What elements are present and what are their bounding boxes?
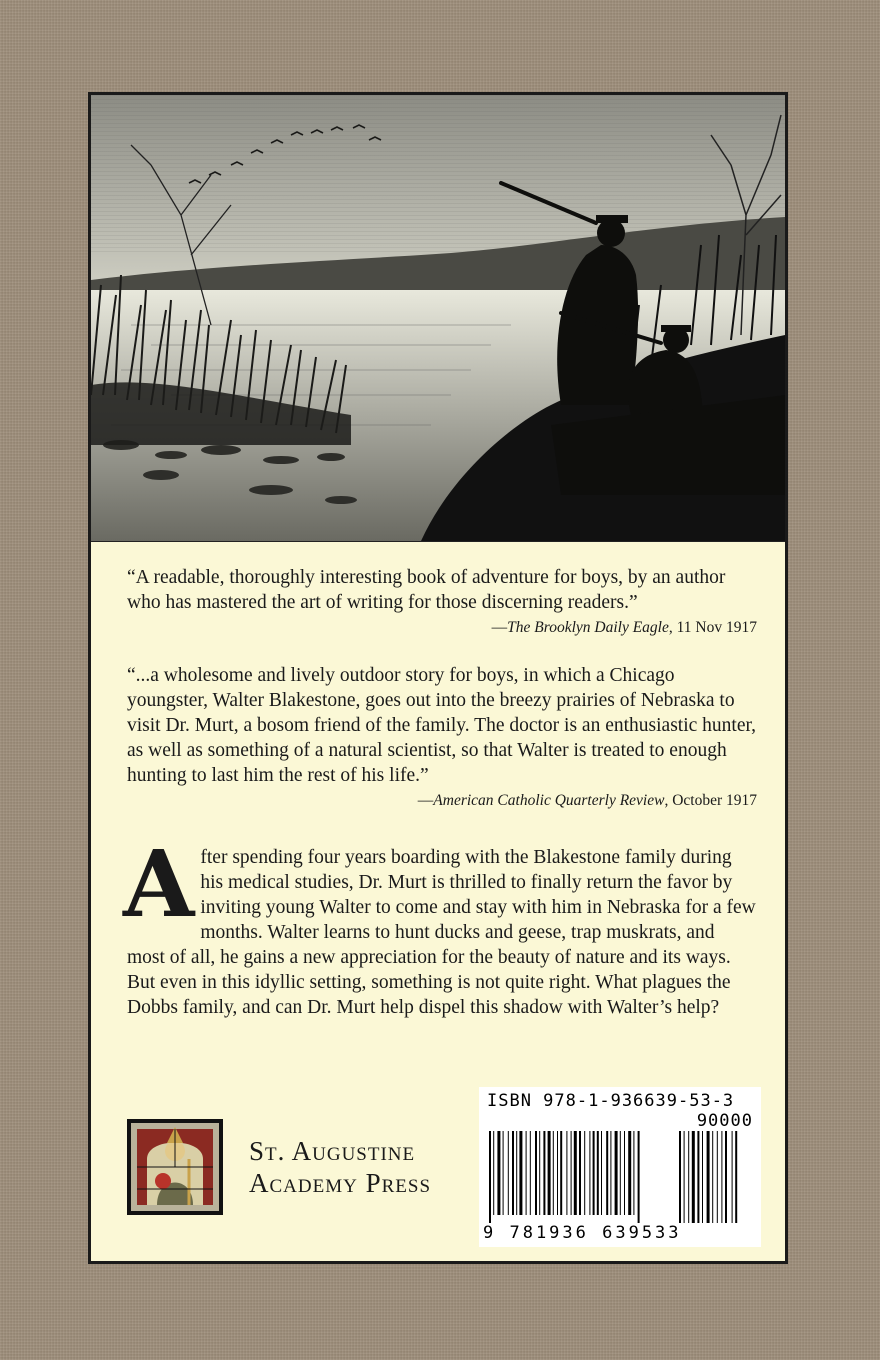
duck-hunting-engraving <box>91 95 785 542</box>
book-description <box>123 830 757 1020</box>
attribution-source: The Brooklyn Daily Eagle <box>507 619 669 636</box>
drop-cap: A <box>123 830 195 938</box>
quote-text: “A readable, thoroughly interesting book of adventure for boys, by an author who has mastered the art of writing for those discerning readers.” <box>127 567 726 613</box>
isbn-barcode <box>479 1087 761 1247</box>
attribution-dash: — <box>417 792 434 809</box>
back-cover-panel <box>88 92 788 1264</box>
publisher-line-2: Academy Press <box>249 1168 432 1198</box>
price-code: 90000 <box>696 1111 753 1131</box>
attribution-source: American Catholic Quarterly Review <box>433 792 665 809</box>
review-quote-1 <box>127 565 757 639</box>
barcode-bars <box>487 1131 753 1223</box>
isbn-number: ISBN 978-1-936639-53-3 <box>487 1091 735 1111</box>
stained-glass-saint-logo <box>127 1119 223 1215</box>
quote-attribution <box>127 790 757 812</box>
review-quote-2 <box>127 663 757 812</box>
attribution-dash: — <box>491 619 508 636</box>
ean-digits: 9 781936 639533 <box>483 1223 682 1243</box>
quote-attribution <box>127 617 757 639</box>
quote-text: “...a wholesome and lively outdoor story for boys, in which a Chicago youngster, Walter Blakestone, goes out into the breezy prairies of Nebraska to visit Dr. Murt, a bosom friend of the family. The doctor is an enthusiastic hunter, as well as something of a natural scientist, so that Walter is treated to enough hunting to last him the rest of his life.” <box>127 665 757 786</box>
publisher-line-1: St. Augustine <box>249 1136 416 1166</box>
attribution-date: , October 1917 <box>664 792 757 809</box>
publisher-name <box>249 1135 431 1199</box>
description-text: fter spending four years boarding with the Blakestone family during his medical studies, Dr. Murt is thrilled to finally return the favor by inviting young Walter to come and stay with him in Nebraska for a few months. Walter learns to hunt ducks and geese, trap muskrats, and most of all, he gains a new appreciation for the beauty of nature and its ways. But even in this idyllic setting, something is not quite right. What plagues the Dobbs family, and can Dr. Murt help dispel this shadow with Walter’s help? <box>127 847 756 1018</box>
attribution-date: , 11 Nov 1917 <box>668 619 757 636</box>
